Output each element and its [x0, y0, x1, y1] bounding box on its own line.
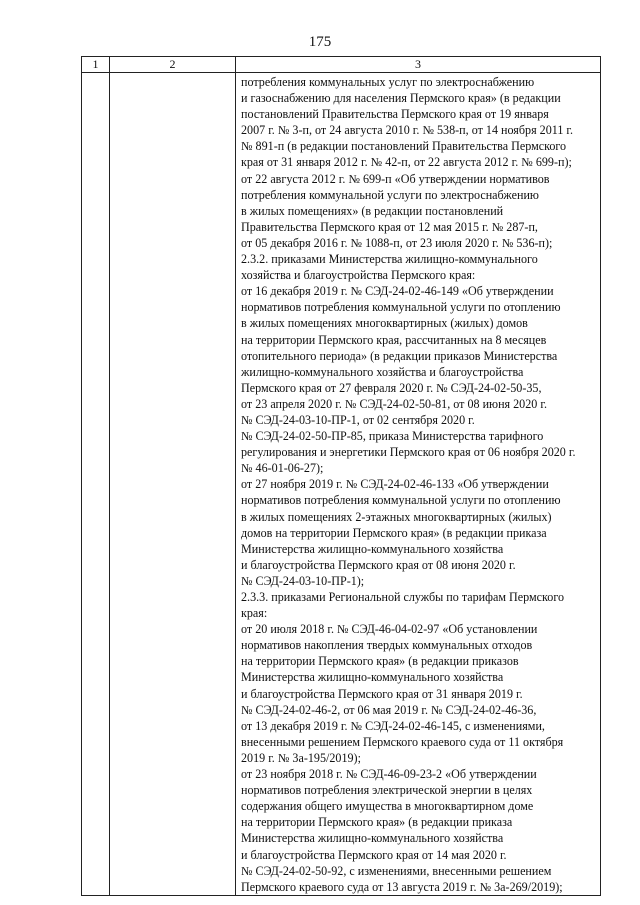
text-line: содержания общего имущества в многоквартирном доме [241, 799, 534, 814]
text-line: на территории Пермского края» (в редакции приказов [241, 654, 519, 669]
text-line: № СЭД-24-02-50-92, с изменениями, внесенными решением [241, 863, 552, 878]
table-header-row [82, 57, 601, 73]
text-line: потребления коммунальной услуги по электроснабжению [241, 187, 539, 202]
text-line: на территории Пермского края» (в редакции приказа [241, 815, 513, 830]
text-line: 2007 г. № 3-п, от 24 августа 2010 г. № 538-п, от 14 ноября 2011 г. [241, 123, 574, 138]
text-line: жилищно-коммунального хозяйства и благоустройства [241, 364, 524, 379]
text-line: от 23 ноября 2018 г. № СЭД-46-09-23-2 «Об утверждении [241, 767, 537, 782]
text-line: и благоустройства Пермского края от 31 января 2019 г. [241, 686, 523, 701]
text-line: от 27 ноября 2019 г. № СЭД-24-02-46-133 «Об утверждении [241, 477, 549, 492]
text-line: № СЭД-24-03-10-ПР-1); [241, 573, 365, 588]
text-line: края от 31 января 2012 г. № 42-п, от 22 августа 2012 г. № 699-п); [241, 155, 572, 170]
text-line: № 891-п (в редакции постановлений Правительства Пермского [241, 139, 567, 154]
text-line: № СЭД-24-02-46-2, от 06 мая 2019 г. № СЭД-24-02-46-36, [241, 702, 537, 717]
text-line: № 46-01-06-27); [241, 461, 324, 476]
text-line: нормативов потребления коммунальной услуги по отоплению [241, 493, 561, 508]
text-line: 2019 г. № 3а-195/2019); [241, 750, 361, 765]
text-line: Министерства жилищно-коммунального хозяйства [241, 670, 504, 685]
text-line: потребления коммунальных услуг по электроснабжению [241, 75, 535, 89]
text-line: от 23 апреля 2020 г. № СЭД-24-02-50-81, от 08 июня 2020 г. [241, 396, 547, 411]
text-line: нормативов потребления коммунальной услуги по отоплению [241, 300, 561, 315]
column-3-cell [236, 73, 601, 896]
text-line: домов на территории Пермского края» (в редакции приказа [241, 525, 547, 540]
text-line: в жилых помещениях» (в редакции постановлений [241, 203, 504, 218]
text-line: и благоустройства Пермского края от 08 июня 2020 г. [241, 557, 516, 572]
table-body-row [82, 73, 601, 896]
text-line: от 22 августа 2012 г. № 699-п «Об утверждении нормативов [241, 171, 550, 186]
text-line: внесенными решением Пермского краевого суда от 11 октября [241, 734, 564, 749]
text-line: и газоснабжению для населения Пермского края» (в редакции [241, 91, 561, 106]
text-line: и благоустройства Пермского края от 14 мая 2020 г. [241, 847, 507, 862]
text-line: Правительства Пермского края от 12 мая 2015 г. № 287-п, [241, 219, 538, 234]
text-line: Пермского краевого суда от 13 августа 2019 г. № 3а-269/2019); [241, 879, 563, 894]
text-line: Министерства жилищно-коммунального хозяйства [241, 831, 504, 846]
page-number: 175 [308, 34, 332, 50]
text-line: от 05 декабря 2016 г. № 1088-п, от 23 июля 2020 г. № 536-п); [241, 235, 553, 250]
document-table [81, 56, 601, 896]
text-line: на территории Пермского края, рассчитанных на 8 месяцев [241, 332, 547, 347]
text-line: от 20 июля 2018 г. № СЭД-46-04-02-97 «Об установлении [241, 622, 538, 637]
column-header-2: 2 [110, 57, 236, 73]
text-line: отопительного периода» (в редакции приказов Министерства [241, 348, 558, 363]
text-line: № СЭД-24-02-50-ПР-85, приказа Министерства тарифного [241, 429, 544, 444]
text-line: от 16 декабря 2019 г. № СЭД-24-02-46-149 «Об утверждении [241, 284, 554, 299]
column-1-cell [82, 73, 110, 896]
text-line: постановлений Правительства Пермского края от 19 января [241, 107, 549, 122]
column-header-1: 1 [82, 57, 110, 73]
text-line: от 13 декабря 2019 г. № СЭД-24-02-46-145, с изменениями, [241, 718, 545, 733]
column-2-cell [110, 73, 236, 896]
column-header-3: 3 [236, 57, 601, 73]
text-line: № СЭД-24-03-10-ПР-1, от 02 сентября 2020 г. [241, 412, 475, 427]
text-line: хозяйства и благоустройства Пермского края: [241, 268, 476, 283]
text-line: края: [241, 606, 268, 621]
text-line: нормативов потребления электрической энергии в целях [241, 783, 533, 798]
text-line: регулирования и энергетики Пермского края от 06 ноября 2020 г. [241, 445, 576, 460]
text-line: 2.3.2. приказами Министерства жилищно-коммунального [241, 252, 538, 267]
text-line: Пермского края от 27 февраля 2020 г. № СЭД-24-02-50-35, [241, 380, 542, 395]
text-line: 2.3.3. приказами Региональной службы по тарифам Пермского [241, 590, 565, 604]
text-line: в жилых помещениях 2-этажных многоквартирных (жилых) [241, 509, 552, 524]
text-line: нормативов накопления твердых коммунальных отходов [241, 638, 533, 653]
text-line: в жилых помещениях многоквартирных (жилых) домов [241, 316, 528, 331]
text-line: Министерства жилищно-коммунального хозяйства [241, 541, 504, 556]
